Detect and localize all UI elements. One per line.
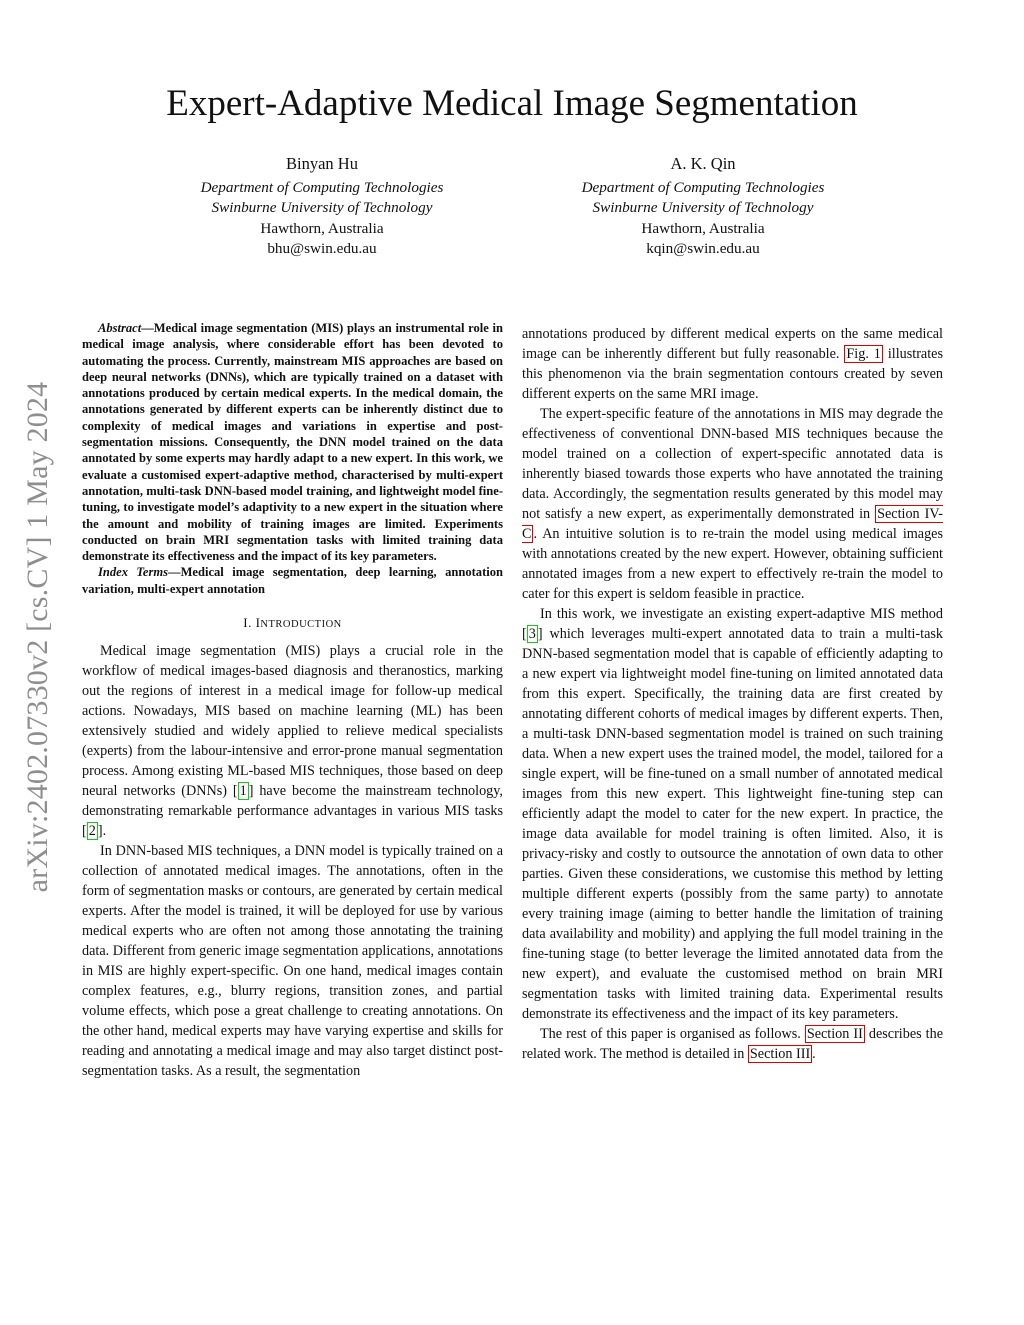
- section-link[interactable]: Section IV-C: [522, 506, 943, 542]
- author-email: kqin@swin.edu.au: [646, 240, 760, 257]
- abstract: [82, 320, 503, 564]
- author-block-2: [513, 154, 893, 260]
- index-terms-text: —Medical image segmentation, deep learning, annotation variation, multi-expert annotation: [82, 565, 503, 596]
- arxiv-sidebar: [16, 350, 60, 925]
- author-name: Binyan Hu: [286, 154, 358, 173]
- section-link[interactable]: Section II: [806, 1026, 863, 1042]
- index-terms: [82, 564, 503, 597]
- author-name: A. K. Qin: [670, 154, 736, 173]
- author-email: bhu@swin.edu.au: [267, 240, 377, 257]
- index-terms-label: Index Terms: [98, 565, 169, 580]
- intro-paragraph-3: annotations produced by different medical experts on the same medical image can be inherently different but fully reasonable. Fig. 1 illustrates this phenomenon via the brain segmentation contours created by seven different experts on the same MRI image.: [522, 326, 943, 402]
- section-link[interactable]: Section III: [749, 1046, 811, 1062]
- citation-link[interactable]: 3: [528, 626, 536, 642]
- author-department: Department of Computing Technologies: [581, 178, 825, 196]
- author-location: Hawthorn, Australia: [641, 219, 765, 237]
- author-university: Swinburne University of Technology: [211, 199, 433, 216]
- left-column: [82, 320, 503, 1081]
- author-department: Department of Computing Technologies: [200, 178, 444, 196]
- section-heading-introduction: I. INTRODUCTION: [243, 615, 342, 631]
- figure-link[interactable]: Fig. 1: [846, 346, 881, 362]
- intro-paragraph-5: In this work, we investigate an existing expert-adaptive MIS method [ 3 ] which leverages multi-expert annotated data to train a multi-task DNN-based segmentation model that is capable of efficiently adapting to a new expert via lightweight model fine-tuning on limited annotated data from this expert. Specifically, the training data are first created by annotating different cohorts of medical images by different experts. Then, a multi-task DNN-based segmentation model is trained on such training data. When a new expert uses the trained model, the model, tailored for a single expert, will be fine-tuned on a small number of annotated medical images from this new expert. This lightweight fine-tuning step can efficiently adapt the model to cater for the new expert. In practice, the image data available for model training is often limited. Also, it is privacy-risky and costly to outsource the annotation of own data to other parties. Given these considerations, we customise this method by letting multiple different experts (possibly from the same party) to annotate every training image (aiming to better handle the limitation of training data availability and mobility) and applying the full model training in the fine-tuning stage (to better leverage the limited annotated data from the new expert), and evaluate the customised method on brain MRI segmentation tasks with limited training data. Experimental results demonstrate its effectiveness and the impact of its key parameters.: [522, 606, 943, 1022]
- intro-paragraph-4: The expert-specific feature of the annotations in MIS may degrade the effectiveness of conventional DNN-based MIS techniques because the model trained on a collection of expert-specific annotated data is inherently biased towards those experts who have annotated the training data. Accordingly, the segmentation results generated by this model may not satisfy a new expert, as experimentally demonstrated in Section IV-C . An intuitive solution is to re-train the model using medical images with annotations created by the new expert. However, obtaining sufficient annotated images from a new expert to effectively re-train the model to cater for this expert is seldom feasible in practice.: [522, 406, 943, 602]
- author-university: Swinburne University of Technology: [592, 199, 814, 216]
- abstract-text: —Medical image segmentation (MIS) plays an instrumental role in medical image analysis, where considerable effort has been devoted to automating the process. Currently, mainstream MIS approaches are based on deep neural networks (DNNs), which are typically trained on a dataset with annotations produced by certain medical experts. In the medical domain, the annotations generated by different experts can be inherently distinct due to complexity of medical images and variations in expertise and post-segmentation missions. Consequently, the DNN model trained on the data annotated by some experts may hardly adapt to a new expert. In this work, we evaluate a customised expert-adaptive method, characterised by multi-expert annotation, multi-task DNN-based model training, and lightweight model fine-tuning, to investigate model’s adaptivity to a new expert in the situation where the amount and mobility of training images are limited. Experiments conducted on brain MRI segmentation tasks with limited training data demonstrate its effectiveness and the impact of its key parameters.: [82, 321, 503, 564]
- intro-paragraph-6: The rest of this paper is organised as follows. Section II describes the related work. The method is detailed in Section III .: [522, 1026, 943, 1062]
- author-block-1: [132, 154, 512, 260]
- right-column: [522, 324, 943, 1064]
- paper-title: Expert-Adaptive Medical Image Segmentation: [166, 83, 858, 124]
- intro-paragraph-2: In DNN-based MIS techniques, a DNN model is typically trained on a collection of annotated medical images. The annotations, often in the form of segmentation masks or contours, are generated by certain medical experts. After the model is trained, it will be deployed for use by various medical experts who are often not among those annotating the training data. Different from generic image segmentation applications, annotations in MIS are highly expert-specific. On one hand, medical images contain complex features, e.g., blurry regions, transition zones, and partial volume effects, which pose a great challenge to creating annotations. On the other hand, medical experts may have varying expertise and skills for reading and annotating a medical image and may also target distinct post-segmentation tasks. As a result, the segmentation: [82, 843, 503, 1080]
- arxiv-identifier: arXiv:2402.07330v2 [cs.CV] 1 May 2024: [21, 381, 54, 893]
- citation-link[interactable]: 1: [239, 783, 247, 800]
- citation-link[interactable]: 2: [88, 823, 96, 840]
- author-location: Hawthorn, Australia: [260, 219, 384, 237]
- abstract-label: Abstract: [98, 321, 142, 335]
- intro-paragraph-1: Medical image segmentation (MIS) plays a crucial role in the workflow of medical images-based diagnosis and theranostics, marking out the regions of interest in a medical image for follow-up medical actions. Nowadays, MIS based on machine learning (ML) has been extensively studied and widely applied to relieve medical specialists (experts) from the labour-intensive and error-prone manual segmentation process. Among existing ML-based MIS techniques, those based on deep neural networks (DNNs) [ 1 ] have become the mainstream technology, demonstrating remarkable performance advantages in various MIS tasks [ 2 ].: [82, 643, 503, 840]
